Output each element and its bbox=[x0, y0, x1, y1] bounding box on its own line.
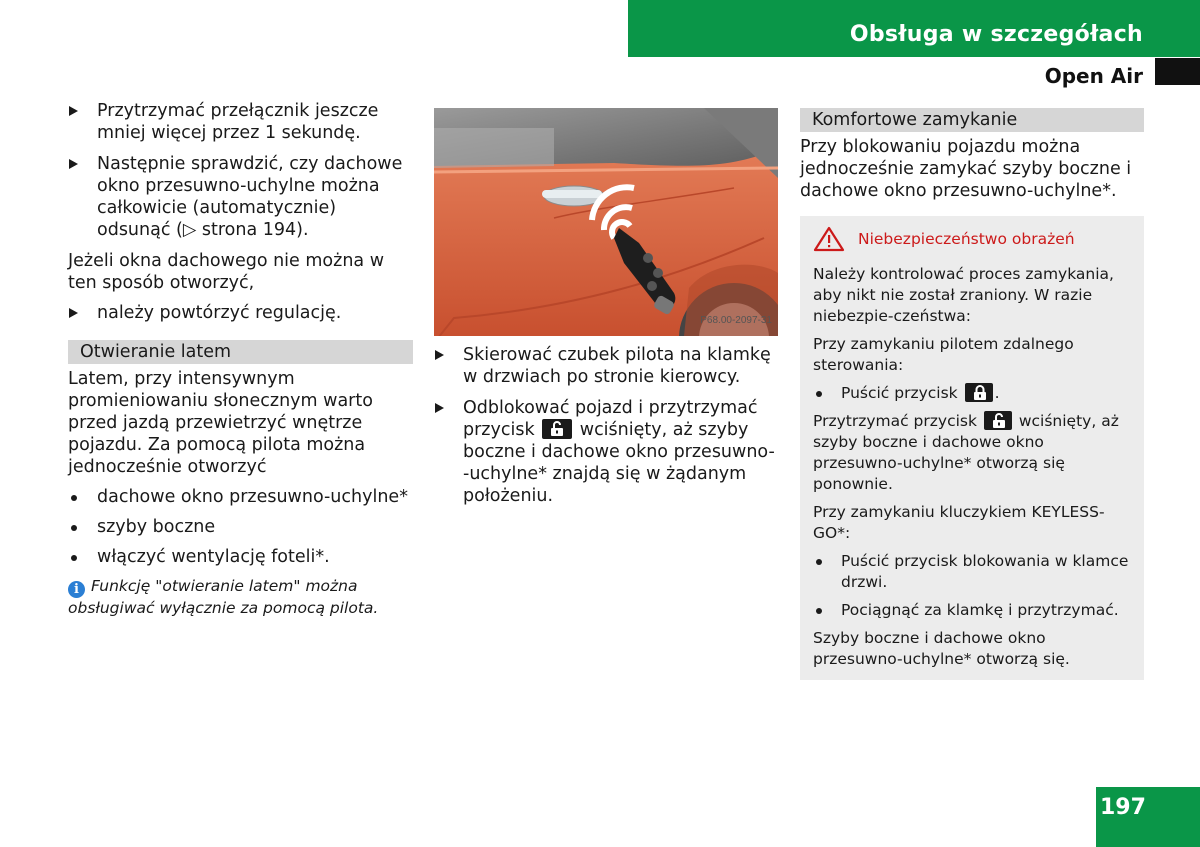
warning-paragraph: Należy kontrolować proces zamykania, aby nikt nie został zraniony. W razie niebezpie-czeństwa: bbox=[813, 265, 1114, 325]
bullet-icon bbox=[816, 391, 822, 397]
middle-column bbox=[434, 108, 779, 516]
car-door-illustration bbox=[434, 108, 778, 336]
warning-box bbox=[800, 216, 1144, 680]
bullet-icon bbox=[71, 495, 77, 501]
bullet-icon bbox=[816, 559, 822, 565]
chapter-title: Obsługa w szczegółach bbox=[849, 22, 1143, 47]
instruction-text: należy powtórzyć regulację. bbox=[97, 303, 342, 323]
bullet-icon bbox=[71, 525, 77, 531]
info-icon: i bbox=[68, 581, 85, 598]
list-item bbox=[813, 600, 1131, 621]
paragraph: Przy blokowaniu pojazdu można jednocześnie zamykać szyby boczne i dachowe okno przesuwno-uchylne*. bbox=[800, 137, 1132, 201]
list-item bbox=[68, 516, 413, 538]
bullet-icon bbox=[816, 608, 822, 614]
right-column bbox=[800, 108, 1144, 680]
warning-text: Przytrzymać przycisk bbox=[813, 412, 977, 430]
page-number: 197 bbox=[1100, 795, 1146, 820]
paragraph: Jeżeli okna dachowego nie można w ten sposób otworzyć, bbox=[68, 251, 385, 293]
car-door-remote-photo bbox=[434, 108, 778, 336]
arrow-right-icon bbox=[435, 403, 444, 413]
photo-caption: P68.00-2097-31 bbox=[700, 315, 772, 326]
unlock-icon bbox=[542, 419, 572, 439]
warning-text: wciśnięty, aż szyby boczne i dachowe okno przesuwno-uchylne* otworzą się ponownie. bbox=[813, 412, 1119, 493]
arrow-right-icon bbox=[69, 308, 78, 318]
info-note bbox=[68, 576, 413, 619]
list-item bbox=[813, 551, 1131, 593]
unlock-icon bbox=[984, 411, 1012, 430]
warning-paragraph: Szyby boczne i dachowe okno przesuwno-uchylne* otworzą się. bbox=[813, 629, 1070, 668]
list-item-text: Pociągnąć za klamkę i przytrzymać. bbox=[841, 601, 1119, 619]
list-item-text: dachowe okno przesuwno-uchylne* bbox=[97, 487, 408, 507]
lock-icon bbox=[965, 383, 993, 402]
section-title: Open Air bbox=[1044, 64, 1143, 88]
instruction-item bbox=[68, 100, 413, 144]
arrow-right-icon bbox=[435, 350, 444, 360]
list-item bbox=[813, 383, 1131, 404]
list-item bbox=[68, 486, 413, 508]
instruction-item bbox=[434, 397, 779, 507]
instruction-text: Przytrzymać przełącznik jeszcze mniej więcej przez 1 sekundę. bbox=[97, 101, 379, 143]
instruction-item bbox=[68, 153, 413, 241]
left-column bbox=[68, 100, 413, 619]
warning-title: Niebezpieczeństwo obrażeń bbox=[858, 229, 1075, 248]
subheading-summer-opening: Otwieranie latem bbox=[68, 340, 413, 364]
arrow-right-icon bbox=[69, 159, 78, 169]
bullet-icon bbox=[71, 555, 77, 561]
instruction-item bbox=[434, 344, 779, 388]
list-item bbox=[68, 546, 413, 568]
punctuation: . bbox=[994, 384, 1000, 402]
warning-paragraph: Przy zamykaniu kluczykiem KEYLESS-GO*: bbox=[813, 503, 1105, 542]
instruction-text: Odblokować pojazd i przytrzymać przycisk bbox=[463, 398, 758, 440]
list-item-text: Puścić przycisk bbox=[841, 384, 958, 402]
list-item-text: Puścić przycisk blokowania w klamce drzwi. bbox=[841, 552, 1129, 591]
page-reference[interactable]: (▷ strona 194). bbox=[176, 220, 309, 240]
section-marker bbox=[1155, 58, 1200, 85]
warning-header bbox=[813, 226, 1131, 252]
paragraph: Latem, przy intensywnym promieniowaniu słonecznym warto przed jazdą przewietrzyć wnętrze pojazdu. Za pomocą pilota można jednocześnie otworzyć bbox=[68, 369, 373, 477]
warning-triangle-icon bbox=[813, 226, 845, 252]
instruction-item bbox=[68, 302, 413, 324]
warning-paragraph: Przy zamykaniu pilotem zdalnego sterowania: bbox=[813, 335, 1074, 374]
instruction-text: Skierować czubek pilota na klamkę w drzwiach po stronie kierowcy. bbox=[463, 345, 771, 387]
arrow-right-icon bbox=[69, 106, 78, 116]
warning-paragraph bbox=[813, 411, 1131, 495]
instruction-text: Następnie sprawdzić, czy dachowe okno przesuwno-uchylne można całkowicie (automatycznie) odsunąć bbox=[97, 154, 403, 240]
list-item-text: włączyć wentylację foteli*. bbox=[97, 547, 330, 567]
info-note-text: Funkcję "otwieranie latem" można obsługiwać wyłącznie za pomocą pilota. bbox=[68, 577, 379, 617]
instruction-text: wciśnięty, aż szyby boczne i dachowe okno przesuwno--uchylne* znajdą się w żądanym położeniu. bbox=[463, 420, 775, 506]
list-item-text: szyby boczne bbox=[97, 517, 216, 537]
subheading-comfort-closing: Komfortowe zamykanie bbox=[800, 108, 1144, 132]
